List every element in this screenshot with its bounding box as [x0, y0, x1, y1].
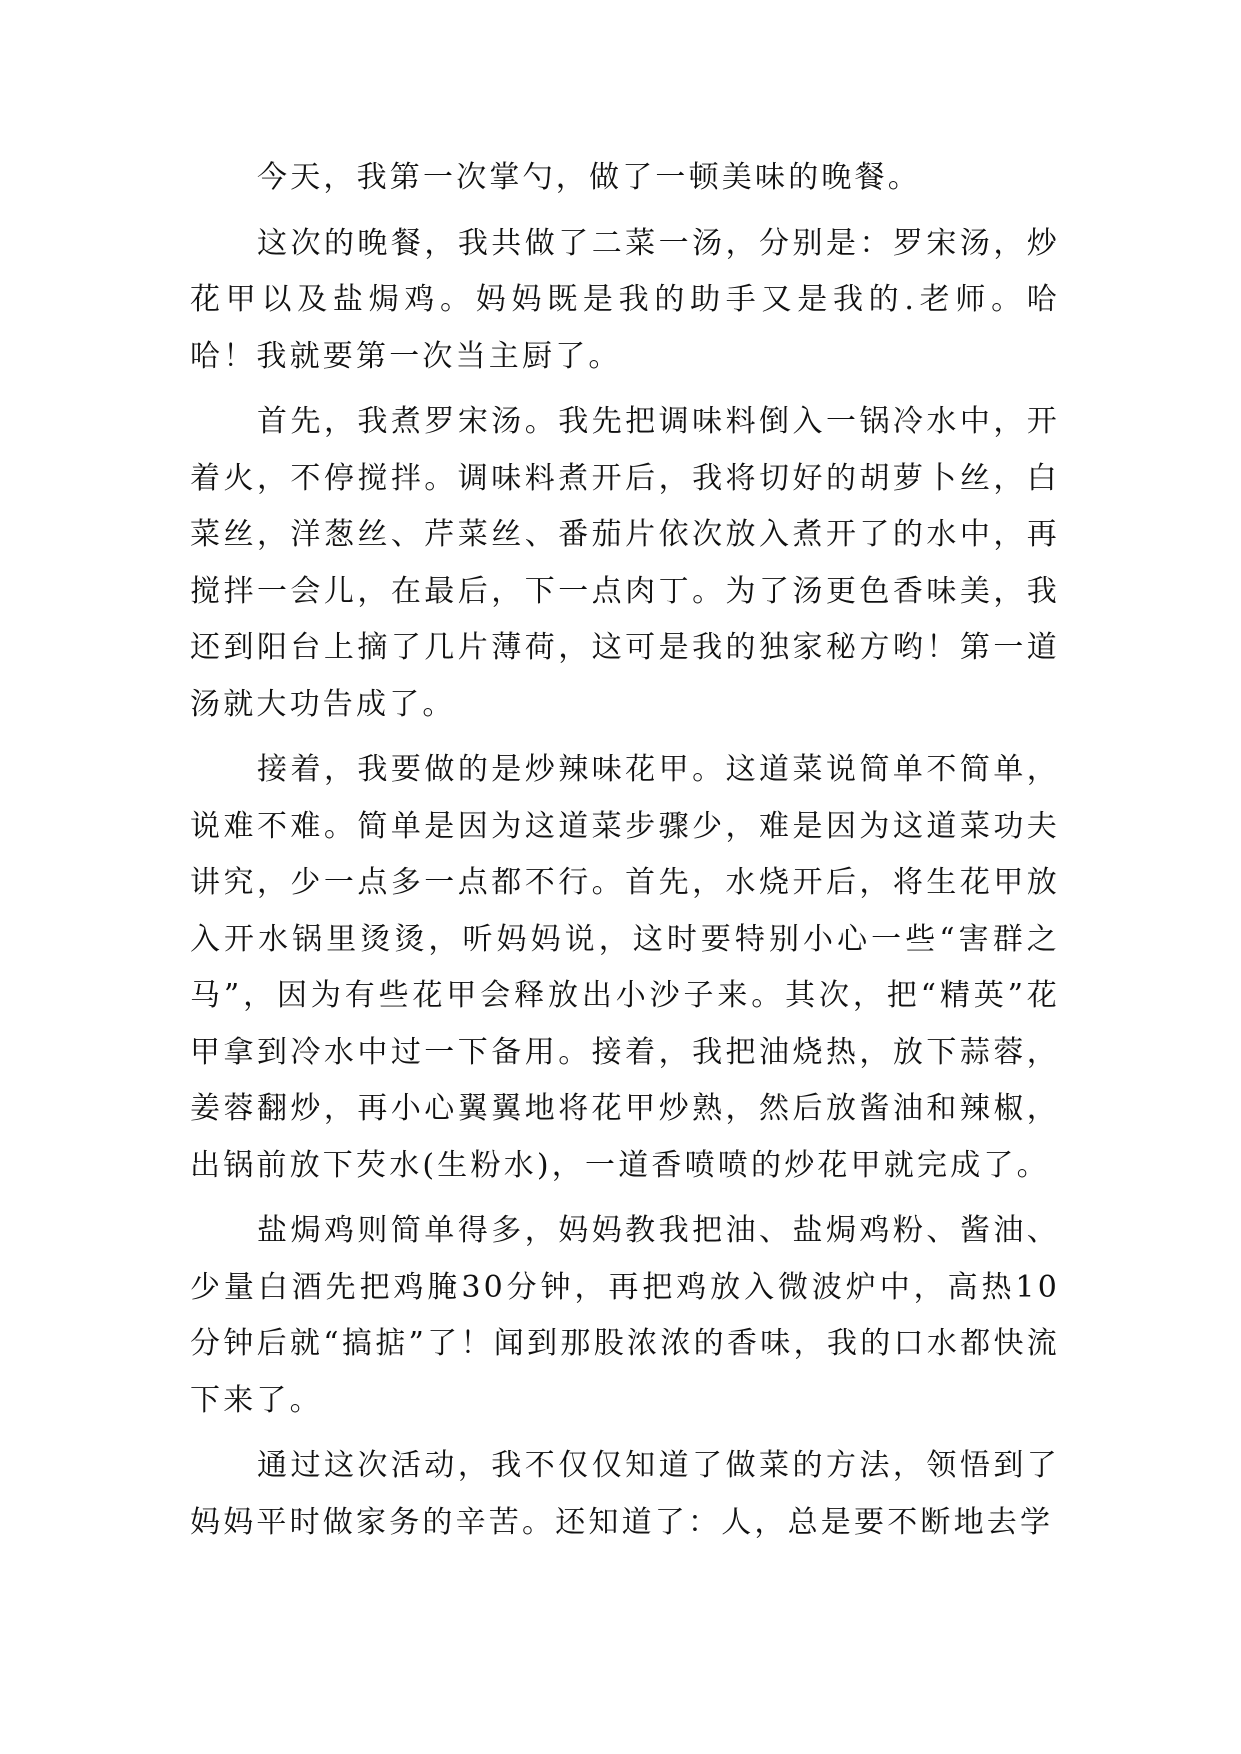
- paragraph-salt-baked-chicken: 盐焗鸡则简单得多，妈妈教我把油、盐焗鸡粉、酱油、少量白酒先把鸡腌30分钟，再把鸡放入微波炉中，高热10分钟后就“搞掂”了！闻到那股浓浓的香味，我的口水都快流下来了。: [190, 1213, 1060, 1418]
- paragraph-menu: 这次的晚餐，我共做了二菜一汤，分别是：罗宋汤，炒花甲以及盐焗鸡。妈妈既是我的助手又是我的.老师。哈哈！我就要第一次当主厨了。: [190, 225, 1060, 374]
- paragraph-borscht-soup: 首先，我煮罗宋汤。我先把调味料倒入一锅冷水中，开着火，不停搅拌。调味料煮开后，我将切好的胡萝卜丝，白菜丝，洋葱丝、芹菜丝、番茄片依次放入煮开了的水中，再搅拌一会儿，在最后，下一点肉丁。为了汤更色香味美，我还到阳台上摘了几片薄荷，这可是我的独家秘方哟！第一道汤就大功告成了。: [190, 404, 1060, 722]
- paragraph-intro: 今天，我第一次掌勺，做了一顿美味的晚餐。: [257, 160, 921, 195]
- paragraph-stir-fried-clams: 接着，我要做的是炒辣味花甲。这道菜说简单不简单，说难不难。简单是因为这道菜步骤少，难是因为这道菜功夫讲究，少一点多一点都不行。首先，水烧开后，将生花甲放入开水锅里烫烫，听妈妈说，这时要特别小心一些“害群之马”，因为有些花甲会释放出小沙子来。其次，把“精英”花甲拿到冷水中过一下备用。接着，我把油烧热，放下蒜蓉，姜蓉翻炒，再小心翼翼地将花甲炒熟，然后放酱油和辣椒，出锅前放下芡水(生粉水)，一道香喷喷的炒花甲就完成了。: [190, 752, 1060, 1183]
- paragraph-reflection: 通过这次活动，我不仅仅知道了做菜的方法，领悟到了妈妈平时做家务的辛苦。还知道了：人，总是要不断地去学: [190, 1448, 1060, 1540]
- document-body: [190, 150, 1060, 1551]
